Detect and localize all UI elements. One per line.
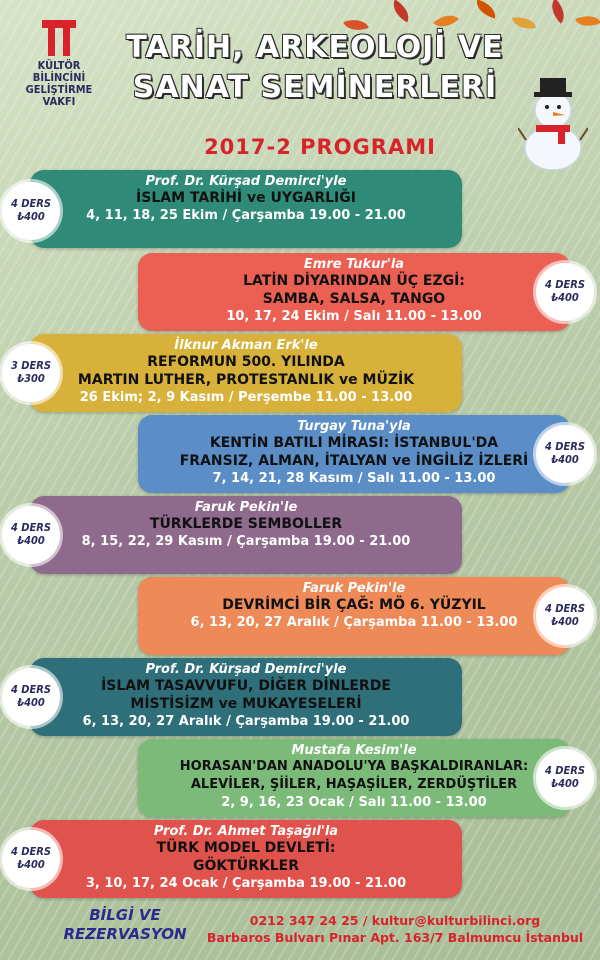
price-badge bbox=[2, 668, 60, 726]
seminar-dates: 4, 11, 18, 25 Ekim / Çarşamba 19.00 - 21.00 bbox=[86, 208, 406, 223]
seminar-card bbox=[30, 658, 462, 736]
seminar-title: İSLAM TASAVVUFU, DİĞER DİNLERDE MİSTİSİZM ve MUKAYESELERİ bbox=[101, 678, 391, 712]
instructor: Prof. Dr. Kürşad Demirci'yle bbox=[145, 174, 347, 189]
instructor: Mustafa Kesim'le bbox=[291, 743, 417, 758]
logo-text: KÜLTÖR BİLİNCİNİ GELİŞTİRME VAKFI bbox=[25, 59, 93, 108]
instructor: Prof. Dr. Ahmet Taşağıl'la bbox=[153, 824, 339, 839]
badge-count: 4 DERS bbox=[10, 683, 52, 696]
badge-price: ₺400 bbox=[551, 291, 579, 304]
instructor: Emre Tukur'la bbox=[303, 257, 405, 272]
badge-count: 3 DERS bbox=[10, 359, 52, 372]
seminar-dates: 8, 15, 22, 29 Kasım / Çarşamba 19.00 - 21.00 bbox=[81, 534, 411, 549]
price-badge bbox=[2, 344, 60, 402]
seminar-title: İSLAM TARİHİ ve UYGARLIĞI bbox=[136, 190, 356, 206]
badge-count: 4 DERS bbox=[10, 197, 52, 210]
badge-price: ₺400 bbox=[17, 696, 45, 709]
badge-count: 4 DERS bbox=[544, 278, 586, 291]
badge-price: ₺400 bbox=[17, 210, 45, 223]
seminar-card bbox=[30, 170, 462, 248]
foundation-logo bbox=[18, 20, 100, 108]
badge-price: ₺400 bbox=[551, 777, 579, 790]
seminar-card bbox=[138, 739, 570, 817]
seminar-dates: 3, 10, 17, 24 Ocak / Çarşamba 19.00 - 21.00 bbox=[85, 876, 407, 891]
badge-price: ₺400 bbox=[551, 453, 579, 466]
seminar-dates: 10, 17, 24 Ekim / Salı 11.00 - 13.00 bbox=[226, 309, 482, 324]
badge-count: 4 DERS bbox=[10, 521, 52, 534]
seminar-card bbox=[30, 334, 462, 412]
instructor: Prof. Dr. Kürşad Demirci'yle bbox=[145, 662, 347, 677]
instructor: Turgay Tuna'yla bbox=[297, 419, 411, 434]
price-badge bbox=[536, 587, 594, 645]
price-badge bbox=[2, 506, 60, 564]
instructor: İlknur Akman Erk'le bbox=[174, 338, 318, 353]
badge-price: ₺400 bbox=[17, 858, 45, 871]
seminar-title: REFORMUN 500. YILINDA MARTIN LUTHER, PROTESTANLIK ve MÜZİK bbox=[77, 354, 415, 388]
price-badge bbox=[536, 263, 594, 321]
seminar-title: HORASAN'DAN ANADOLU'YA BAŞKALDIRANLAR: ALEVİLER, ŞİİLER, HAŞAŞİLER, ZERDÜŞTİLER bbox=[179, 759, 529, 792]
badge-price: ₺300 bbox=[17, 372, 45, 385]
price-badge bbox=[536, 425, 594, 483]
price-badge bbox=[536, 749, 594, 807]
seminar-dates: 6, 13, 20, 27 Aralık / Çarşamba 11.00 - 13.00 bbox=[190, 615, 518, 630]
logo-mark-icon bbox=[42, 20, 76, 56]
contact-phone-email[interactable]: 0212 347 24 25 / kultur@kulturbilinci.org bbox=[249, 913, 541, 928]
seminar-dates: 7, 14, 21, 28 Kasım / Salı 11.00 - 13.00 bbox=[212, 471, 496, 486]
badge-count: 4 DERS bbox=[544, 764, 586, 777]
seminar-card bbox=[30, 820, 462, 898]
instructor: Faruk Pekin'le bbox=[302, 581, 406, 596]
badge-price: ₺400 bbox=[551, 615, 579, 628]
instructor: Faruk Pekin'le bbox=[194, 500, 298, 515]
address: Barbaros Bulvarı Pınar Apt. 163/7 Balmumcu İstanbul bbox=[206, 930, 584, 945]
badge-count: 4 DERS bbox=[544, 440, 586, 453]
badge-price: ₺400 bbox=[17, 534, 45, 547]
page-title bbox=[105, 28, 525, 108]
seminar-title: LATİN DİYARINDAN ÜÇ EZGİ: SAMBA, SALSA, TANGO bbox=[243, 273, 465, 307]
seminar-card bbox=[138, 253, 570, 331]
price-badge bbox=[2, 830, 60, 888]
price-badge bbox=[2, 182, 60, 240]
seminar-dates: 26 Ekim; 2, 9 Kasım / Perşembe 11.00 - 13.00 bbox=[79, 390, 413, 405]
seminar-card bbox=[138, 415, 570, 493]
program-subtitle: 2017-2 PROGRAMI bbox=[204, 135, 436, 159]
title-line-1: TARİH, ARKEOLOJİ VE bbox=[126, 30, 504, 65]
seminar-card bbox=[30, 496, 462, 574]
contact-block bbox=[200, 912, 590, 946]
seminar-title: TÜRK MODEL DEVLETİ: GÖKTÜRKLER bbox=[156, 840, 336, 874]
seminar-dates: 6, 13, 20, 27 Aralık / Çarşamba 19.00 - 21.00 bbox=[82, 714, 410, 729]
snowman-icon bbox=[518, 70, 588, 170]
seminar-title: KENTİN BATILI MİRASI: İSTANBUL'DA FRANSIZ, ALMAN, İTALYAN ve İNGİLİZ İZLERİ bbox=[179, 435, 529, 469]
seminar-title: TÜRKLERDE SEMBOLLER bbox=[149, 516, 343, 532]
seminar-title: DEVRİMCİ BİR ÇAĞ: MÖ 6. YÜZYIL bbox=[222, 597, 486, 613]
badge-count: 4 DERS bbox=[544, 602, 586, 615]
info-label: BİLGİ VE REZERVASYON bbox=[63, 906, 187, 943]
title-line-2: SANAT SEMİNERLERİ bbox=[132, 70, 498, 105]
seminar-card bbox=[138, 577, 570, 655]
seminar-dates: 2, 9, 16, 23 Ocak / Salı 11.00 - 13.00 bbox=[221, 795, 487, 810]
badge-count: 4 DERS bbox=[10, 845, 52, 858]
